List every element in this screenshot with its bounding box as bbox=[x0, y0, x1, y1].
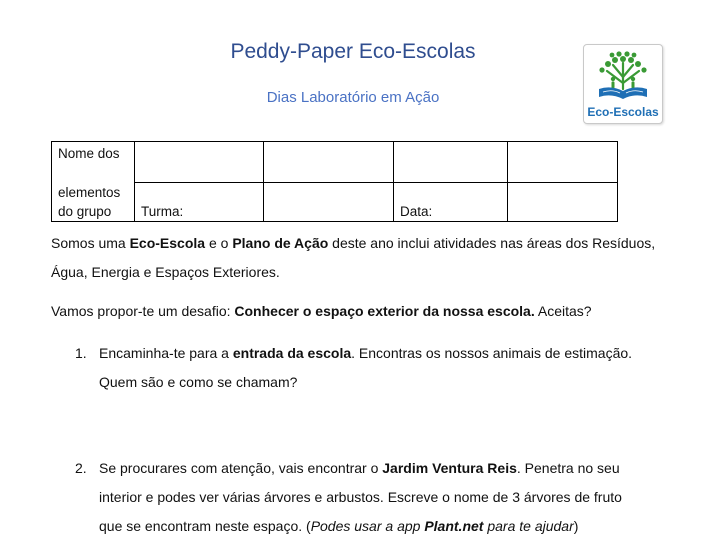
item1-line-2: Quem são e como se chamam? bbox=[99, 374, 298, 390]
item2-line-2: interior e podes ver várias árvores e arbustos. Escreve o nome de 3 árvores de fruto bbox=[99, 489, 622, 505]
challenge-paragraph bbox=[51, 297, 671, 326]
eco-escolas-logo bbox=[583, 44, 663, 124]
challenge-text-1: Vamos propor-te um desafio: bbox=[51, 303, 235, 319]
item2-text-2: . Penetra no seu bbox=[516, 460, 620, 476]
member-name-field-2[interactable] bbox=[264, 142, 394, 183]
member-name-field-1[interactable] bbox=[135, 142, 264, 183]
item1-text-2: . Encontras os nossos animais de estimação. bbox=[351, 345, 633, 361]
group-label-line-3: do grupo bbox=[58, 203, 112, 219]
data-field[interactable] bbox=[394, 183, 508, 222]
item2-line3-italic-2: para te ajudar bbox=[483, 518, 574, 534]
challenge-text-2: Aceitas? bbox=[534, 303, 592, 319]
document-title: Peddy-Paper Eco-Escolas bbox=[230, 40, 476, 63]
group-label-line-1: Nome dos bbox=[58, 146, 120, 161]
turma-value-field[interactable] bbox=[264, 183, 394, 222]
challenge-bold: Conhecer o espaço exterior da nossa escola. bbox=[234, 303, 535, 319]
item2-line3-text-2: ) bbox=[573, 518, 579, 534]
item2-bold: Jardim Ventura Reis bbox=[382, 460, 517, 476]
list-item-1 bbox=[99, 339, 659, 397]
group-members-label-cell bbox=[52, 142, 135, 183]
data-label: Data: bbox=[400, 203, 433, 219]
item2-line3-italic-1: Podes usar a app bbox=[310, 518, 425, 534]
group-info-table bbox=[51, 141, 618, 222]
turma-label: Turma: bbox=[141, 203, 184, 219]
intro-bold-plano: Plano de Ação bbox=[232, 235, 329, 251]
item2-plantnet-link: Plant.net bbox=[424, 518, 484, 534]
intro-text-1: Somos uma bbox=[51, 235, 130, 251]
intro-text-line-2: Água, Energia e Espaços Exteriores. bbox=[51, 264, 280, 280]
member-name-field-3[interactable] bbox=[394, 142, 508, 183]
list-item-2 bbox=[99, 454, 689, 541]
intro-paragraph bbox=[51, 229, 671, 287]
item-number-2: 2. bbox=[75, 460, 87, 476]
group-label-line-2: elementos bbox=[58, 184, 121, 200]
tree-book-icon bbox=[593, 49, 653, 103]
logo-text: Eco-Escolas bbox=[587, 105, 659, 119]
intro-text-3: deste ano inclui atividades nas áreas dos Resíduos, bbox=[328, 235, 656, 251]
item1-text-1: Encaminha-te para a bbox=[99, 345, 233, 361]
item-number-1: 1. bbox=[75, 345, 87, 361]
item1-bold: entrada da escola bbox=[232, 345, 352, 361]
group-members-label-cell-bottom bbox=[52, 183, 135, 222]
turma-field[interactable] bbox=[135, 183, 264, 222]
member-name-field-4[interactable] bbox=[508, 142, 618, 183]
item2-line3-text-1: que se encontram neste espaço. ( bbox=[99, 518, 311, 534]
item2-text-1: Se procurares com atenção, vais encontrar o bbox=[99, 460, 383, 476]
intro-text-2: e o bbox=[205, 235, 233, 251]
document-subtitle: Dias Laboratório em Ação bbox=[266, 89, 440, 106]
intro-bold-eco-escola: Eco-Escola bbox=[129, 235, 206, 251]
data-value-field[interactable] bbox=[508, 183, 618, 222]
